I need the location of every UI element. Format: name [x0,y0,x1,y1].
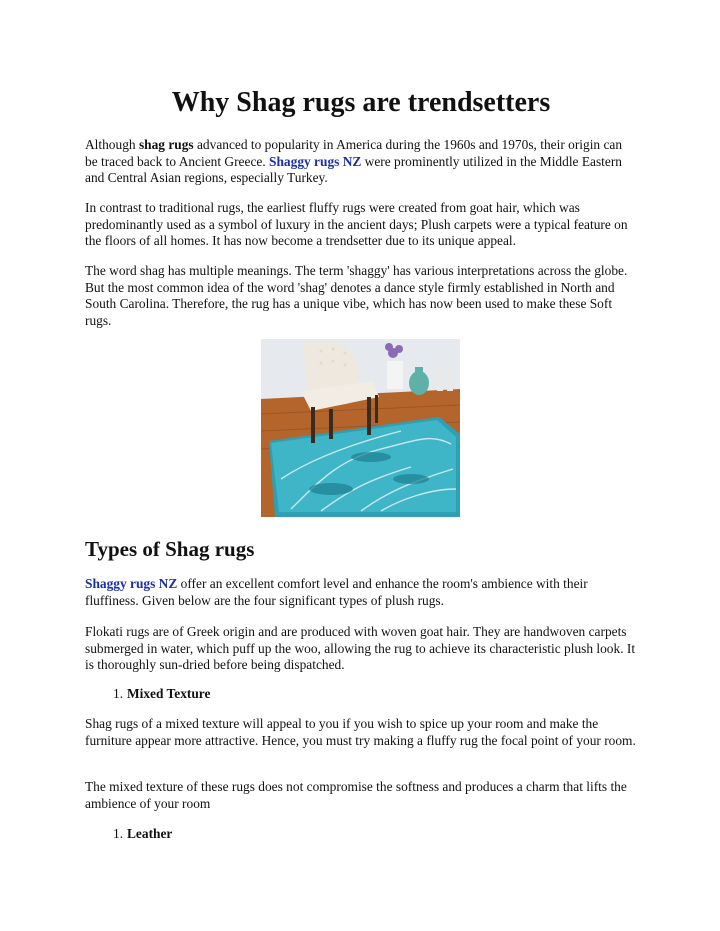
page-title: Why Shag rugs are trendsetters [171,87,551,118]
intro-bold-shag-rugs: shag rugs [138,137,194,152]
shaggy-rugs-nz-link[interactable]: Shaggy rugs NZ [269,153,362,169]
section2-paragraph-2: Flokati rugs are of Greek origin and are produced with woven goat hair. They are handwoven carpets submerged in water, which puff up the woo, allowing the rug to achieve its characteristic plush look. It is thoroughly sun-dried before being dispatched. [85,624,636,673]
intro-text-3: were prominently utilized in the Middle Eastern and Central Asian regions, especially Turkey. [85,153,622,186]
section-heading-types: Types of Shag rugs [85,537,255,561]
list-item-label: Mixed Texture [127,686,211,701]
intro-paragraph [85,137,637,187]
list-item-leather [113,826,172,843]
section2-paragraph-4: The mixed texture of these rugs does not compromise the softness and produces a charm that lifts the ambience of your room [85,779,627,811]
section2-p1-text: offer an excellent comfort level and enhance the room's ambience with their fluffiness. Given below are the four significant types of plush rugs. [85,576,588,608]
list-number: 1. [113,826,124,841]
list-item-mixed-texture [113,686,210,703]
paragraph-3: The word shag has multiple meanings. The term 'shaggy' has various interpretations across the globe. But the most common idea of the word 'shag' denotes a dance style firmly established in North and South Carolina. Therefore, the rug has a unique vibe, which has now been used to make these Soft rugs. [85,263,628,328]
shaggy-rugs-nz-link-2[interactable]: Shaggy rugs NZ [85,576,178,591]
list-number: 1. [113,686,124,701]
section2-paragraph-1 [85,576,637,609]
intro-text-1: Although [85,137,139,152]
shag-rug-photo [261,339,460,517]
list-item-label: Leather [127,826,173,841]
intro-text-2: advanced to popularity in America during the 1960s and 1970s, their origin can be traced back to Ancient Greece. [85,137,623,169]
paragraph-2: In contrast to traditional rugs, the earliest fluffy rugs were created from goat hair, which was predominantly used as a symbol of luxury in the ancient days; Plush carpets were a typical feature on the floors of all homes. It has now become a trendsetter due to its unique appeal. [85,200,628,249]
section2-paragraph-3: Shag rugs of a mixed texture will appeal to you if you wish to spice up your room and make the furniture appear more attractive. Hence, you must try making a fluffy rug the focal point of your room. [85,716,636,748]
